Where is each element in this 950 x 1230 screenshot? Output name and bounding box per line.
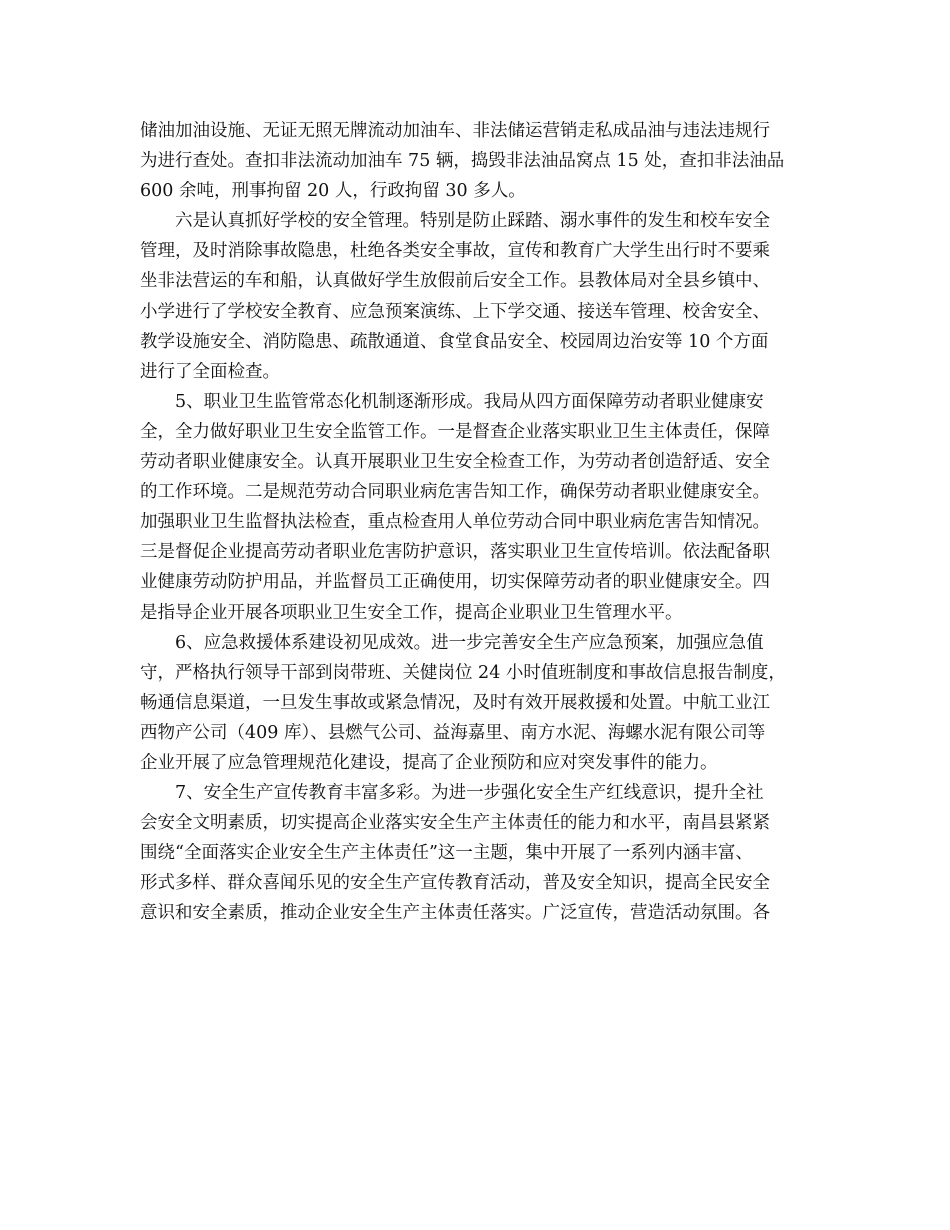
body-text — [140, 116, 816, 929]
text-line: 6、应急救援体系建设初见成效。进一步完善安全生产应急预案，加强应急值 — [175, 632, 764, 653]
text-line: 管理，及时消除事故隐患，杜绝各类安全事故，宣传和教育广大学生出行时不要乘 — [140, 241, 770, 262]
text-line: 7、安全生产宣传教育丰富多彩。为进一步强化安全生产红线意识，提升全社 — [175, 783, 764, 804]
text-line: 的工作环境。二是规范劳动合同职业病危害告知工作，确保劳动者职业健康安全。 — [140, 482, 770, 503]
text-line: 为进行查处。查扣非法流动加油车 75 辆，捣毁非法油品窝点 15 处，查扣非法油品 — [140, 151, 785, 172]
text-line: 小学进行了学校安全教育、应急预案演练、上下学交通、接送车管理、校舍安全、 — [140, 301, 770, 322]
text-line: 全，全力做好职业卫生安全监管工作。一是督查企业落实职业卫生主体责任，保障 — [140, 421, 770, 442]
text-line: 储油加油设施、无证无照无牌流动加油车、非法储运营销走私成品油与违法违规行 — [140, 121, 770, 141]
text-line: 教学设施安全、消防隐患、疏散通道、食堂食品安全、校园周边治安等 10 个方面 — [140, 331, 769, 352]
text-line: 围绕“全面落实企业安全生产主体责任”这一主题，集中开展了一系列内涵丰富、 — [140, 843, 753, 864]
text-line: 意识和安全素质，推动企业安全生产主体责任落实。广泛宣传，营造活动氛围。各 — [140, 903, 770, 924]
text-line: 业健康劳动防护用品，并监督员工正确使用，切实保障劳动者的职业健康安全。四 — [140, 572, 770, 593]
text-line: 5、职业卫生监管常态化机制逐渐形成。我局从四方面保障劳动者职业健康安 — [175, 391, 764, 412]
text-line: 西物产公司（409 库）、县燃气公司、益海嘉里、南方水泥、海螺水泥有限公司等 — [140, 722, 766, 743]
text-line: 三是督促企业提高劳动者职业危害防护意识，落实职业卫生宣传培训。依法配备职 — [140, 542, 770, 563]
text-line: 进行了全面检查。 — [140, 361, 280, 382]
paragraph — [140, 206, 816, 387]
text-line: 形式多样、群众喜闻乐见的安全生产宣传教育活动，普及安全知识，提高全民安全 — [140, 873, 770, 894]
paragraph — [140, 116, 816, 206]
text-line: 是指导企业开展各项职业卫生安全工作，提高企业职业卫生管理水平。 — [140, 602, 683, 623]
paragraph — [140, 628, 816, 778]
text-line: 畅通信息渠道，一旦发生事故或紧急情况，及时有效开展救援和处置。中航工业江 — [140, 692, 770, 713]
text-line: 六是认真抓好学校的安全管理。特别是防止踩踏、溺水事件的发生和校车安全 — [175, 211, 770, 232]
text-line: 600 余吨，刑事拘留 20 人，行政拘留 30 多人。 — [140, 181, 526, 202]
text-line: 加强职业卫生监督执法检查，重点检查用人单位劳动合同中职业病危害告知情况。 — [140, 512, 770, 533]
text-line: 企业开展了应急管理规范化建设，提高了企业预防和应对突发事件的能力。 — [140, 752, 718, 773]
text-line: 劳动者职业健康安全。认真开展职业卫生安全检查工作，为劳动者创造舒适、安全 — [140, 452, 770, 473]
text-line: 坐非法营运的车和船，认真做好学生放假前后安全工作。县教体局对全县乡镇中、 — [140, 271, 770, 292]
text-line: 会安全文明素质，切实提高企业落实安全生产主体责任的能力和水平，南昌县紧紧 — [140, 813, 770, 834]
text-line: 守，严格执行领导干部到岗带班、关健岗位 24 小时值班制度和事故信息报告制度， — [140, 662, 786, 683]
paragraph — [140, 778, 816, 928]
paragraph — [140, 387, 816, 628]
